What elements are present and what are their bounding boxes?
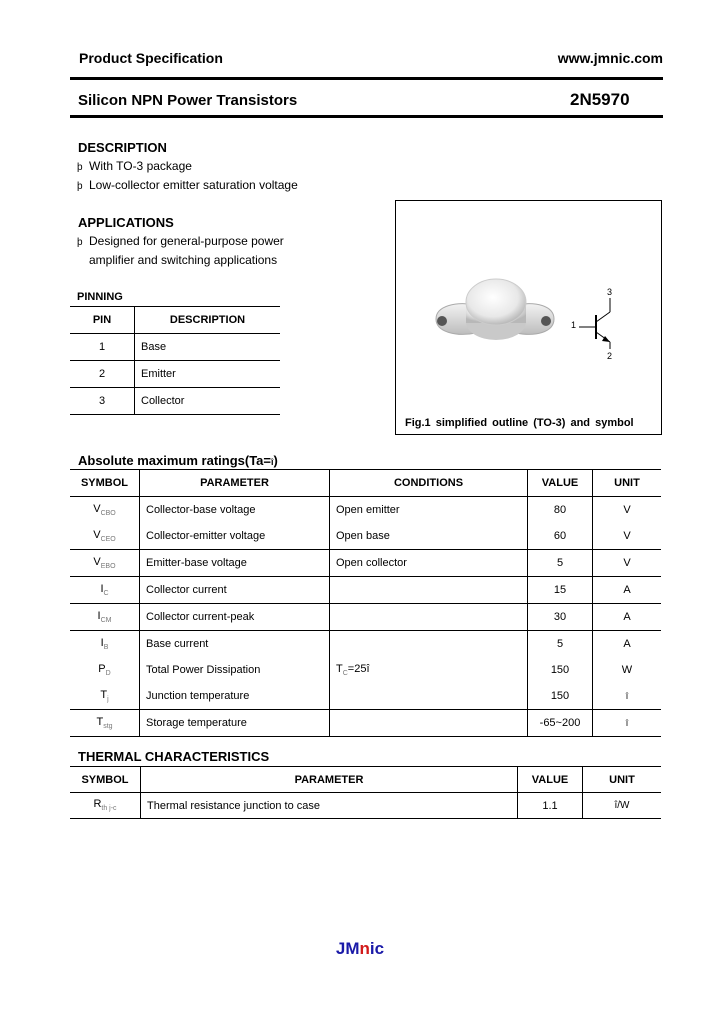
pin-description: Collector xyxy=(135,388,281,415)
symbol-cell xyxy=(70,683,140,710)
degree-unit: î xyxy=(271,457,274,467)
table-header-row xyxy=(70,307,280,334)
table-row xyxy=(70,657,661,683)
applications-title: APPLICATIONS xyxy=(78,215,174,230)
description-item xyxy=(77,159,192,173)
brand-letter: ic xyxy=(369,939,385,958)
value-cell: 15 xyxy=(528,577,593,604)
table-header-row xyxy=(70,470,661,497)
table-row xyxy=(70,388,280,415)
brand-letter: M xyxy=(345,939,360,958)
column-header: PIN xyxy=(70,307,135,334)
table-header-row xyxy=(70,767,661,793)
unit-cell: î xyxy=(593,710,662,737)
description-text: Low-collector emitter saturation voltage xyxy=(89,178,298,192)
applications-text-cont: amplifier and switching applications xyxy=(89,253,278,267)
unit-cell: V xyxy=(623,504,631,516)
symbol-subscript: j xyxy=(107,696,109,704)
parameter-cell: Thermal resistance junction to case xyxy=(141,793,518,819)
abs-max-title-close: ) xyxy=(273,453,278,468)
pin-number: 3 xyxy=(70,388,135,415)
symbol-cell xyxy=(70,793,141,819)
bullet-icon: þ xyxy=(77,181,83,192)
value-cell: 1.1 xyxy=(518,793,583,819)
parameter-cell: Collector current xyxy=(140,577,330,604)
unit-cell: A xyxy=(623,638,631,650)
table-row xyxy=(70,710,661,737)
value-cell: 30 xyxy=(528,604,593,631)
website-link[interactable]: www.jmnic.com xyxy=(557,50,663,66)
symbol-subscript: CEO xyxy=(100,536,116,544)
unit-cell: î/W xyxy=(583,793,662,819)
pinning-title: PINNING xyxy=(77,291,123,303)
abs-max-title-text: Absolute maximum ratings(Ta= xyxy=(78,453,271,468)
description-item xyxy=(77,178,298,192)
symbol-text: V xyxy=(93,555,101,568)
table-row xyxy=(70,334,280,361)
column-header: VALUE xyxy=(528,470,593,497)
subheader-rule xyxy=(70,115,663,118)
table-row xyxy=(70,683,661,710)
table-row xyxy=(70,361,280,388)
brand-letter: J xyxy=(335,939,346,958)
symbol-cell xyxy=(70,577,140,604)
symbol-cell xyxy=(70,710,140,737)
value-cell: 80 xyxy=(528,497,593,524)
parameter-cell: Total Power Dissipation xyxy=(140,657,330,683)
column-header: PARAMETER xyxy=(141,767,518,793)
conditions-cell xyxy=(330,683,528,710)
table-row xyxy=(70,523,661,550)
symbol-cell xyxy=(70,657,140,683)
symbol-subscript: CBO xyxy=(100,510,116,518)
unit-cell: A xyxy=(593,577,662,604)
condition-value: =25î xyxy=(347,662,370,675)
column-header: SYMBOL xyxy=(70,767,141,793)
part-number: 2N5970 xyxy=(570,90,630,109)
unit-cell: A xyxy=(593,604,662,631)
brand-logo xyxy=(0,939,720,959)
symbol-text: I xyxy=(97,609,101,622)
thermal-title: THERMAL CHARACTERISTICS xyxy=(78,749,270,764)
symbol-cell xyxy=(70,631,140,658)
unit-cell: V xyxy=(593,523,662,550)
description-text: With TO-3 package xyxy=(89,159,192,173)
column-header: UNIT xyxy=(583,767,662,793)
figure-box xyxy=(395,200,662,435)
pin-number: 1 xyxy=(70,334,135,361)
symbol-text: R xyxy=(93,798,102,811)
bullet-icon: þ xyxy=(77,162,83,173)
parameter-cell: Collector-emitter voltage xyxy=(140,523,330,550)
symbol-cell xyxy=(70,550,140,577)
symbol-text: T xyxy=(100,688,108,701)
value-cell: -65~200 xyxy=(528,710,593,737)
conditions-cell xyxy=(330,604,528,631)
conditions-cell xyxy=(330,577,528,604)
column-header: VALUE xyxy=(518,767,583,793)
condition-subscript: C xyxy=(342,670,348,678)
table-row xyxy=(70,497,661,524)
symbol-subscript: stg xyxy=(103,723,113,731)
symbol-text: V xyxy=(93,528,101,541)
table-row xyxy=(70,550,661,577)
symbol-text: V xyxy=(93,502,101,515)
conditions-cell: Open base xyxy=(330,523,528,550)
pinning-table xyxy=(70,306,280,415)
symbol-pin1-label: 1 xyxy=(571,320,577,330)
column-header: PARAMETER xyxy=(140,470,330,497)
table-row xyxy=(70,604,661,631)
parameter-cell: Base current xyxy=(140,631,330,658)
abs-max-title xyxy=(78,453,278,468)
value-cell: 5 xyxy=(528,631,593,658)
symbol-subscript: D xyxy=(105,670,111,678)
column-header: CONDITIONS xyxy=(330,470,528,497)
pin-description: Emitter xyxy=(135,361,281,388)
abs-max-table xyxy=(70,469,661,737)
condition-text: T xyxy=(336,662,343,675)
value-cell: 150 xyxy=(528,683,593,710)
mounting-hole-icon xyxy=(437,316,447,326)
symbol-subscript: th j-c xyxy=(101,805,117,813)
table-row xyxy=(70,631,661,658)
symbol-pin3-label: 3 xyxy=(607,287,613,297)
symbol-text: P xyxy=(98,662,106,675)
symbol-cell xyxy=(70,523,140,550)
symbol-pin2-label: 2 xyxy=(607,351,613,361)
brand-letter: n xyxy=(359,939,370,958)
bullet-icon: þ xyxy=(77,237,83,248)
to3-package-illustration xyxy=(396,201,661,434)
column-header: SYMBOL xyxy=(70,470,140,497)
unit-cell: î xyxy=(593,683,662,710)
table-row xyxy=(70,577,661,604)
applications-text: Designed for general-purpose power xyxy=(89,234,284,248)
pin-description: Base xyxy=(135,334,281,361)
symbol-subscript: EBO xyxy=(100,563,116,571)
symbol-text: I xyxy=(100,582,104,595)
value-cell: 5 xyxy=(528,550,593,577)
column-header: UNIT xyxy=(593,470,662,497)
figure-caption: Fig.1 simplified outline (TO-3) and symbol xyxy=(405,417,634,429)
parameter-cell: Junction temperature xyxy=(140,683,330,710)
unit-cell: V xyxy=(593,550,662,577)
conditions-cell xyxy=(330,657,528,683)
parameter-cell: Storage temperature xyxy=(140,710,330,737)
conditions-cell: Open collector xyxy=(330,550,528,577)
value-cell: 60 xyxy=(528,523,593,550)
symbol-subscript: CM xyxy=(100,617,112,625)
symbol-text: T xyxy=(96,715,104,728)
parameter-cell: Collector-base voltage xyxy=(140,497,330,524)
doc-type-label: Product Specification xyxy=(79,50,223,66)
mounting-hole-icon xyxy=(541,316,551,326)
table-row xyxy=(70,793,661,819)
applications-item xyxy=(77,234,284,248)
symbol-cell xyxy=(70,497,140,524)
unit-cell: W xyxy=(621,664,633,676)
parameter-cell: Collector current-peak xyxy=(140,604,330,631)
product-family-title: Silicon NPN Power Transistors xyxy=(78,92,298,109)
symbol-subscript: B xyxy=(103,644,109,652)
value-cell: 150 xyxy=(528,657,593,683)
symbol-text: I xyxy=(100,636,104,649)
parameter-cell: Emitter-base voltage xyxy=(140,550,330,577)
column-header: DESCRIPTION xyxy=(135,307,281,334)
conditions-cell xyxy=(330,710,528,737)
conditions-cell xyxy=(330,631,528,658)
conditions-cell: Open emitter xyxy=(330,497,528,524)
header-rule xyxy=(70,77,663,80)
pin-number: 2 xyxy=(70,361,135,388)
symbol-cell xyxy=(70,604,140,631)
description-title: DESCRIPTION xyxy=(78,140,167,155)
thermal-table xyxy=(70,766,661,819)
symbol-subscript: C xyxy=(103,590,109,598)
